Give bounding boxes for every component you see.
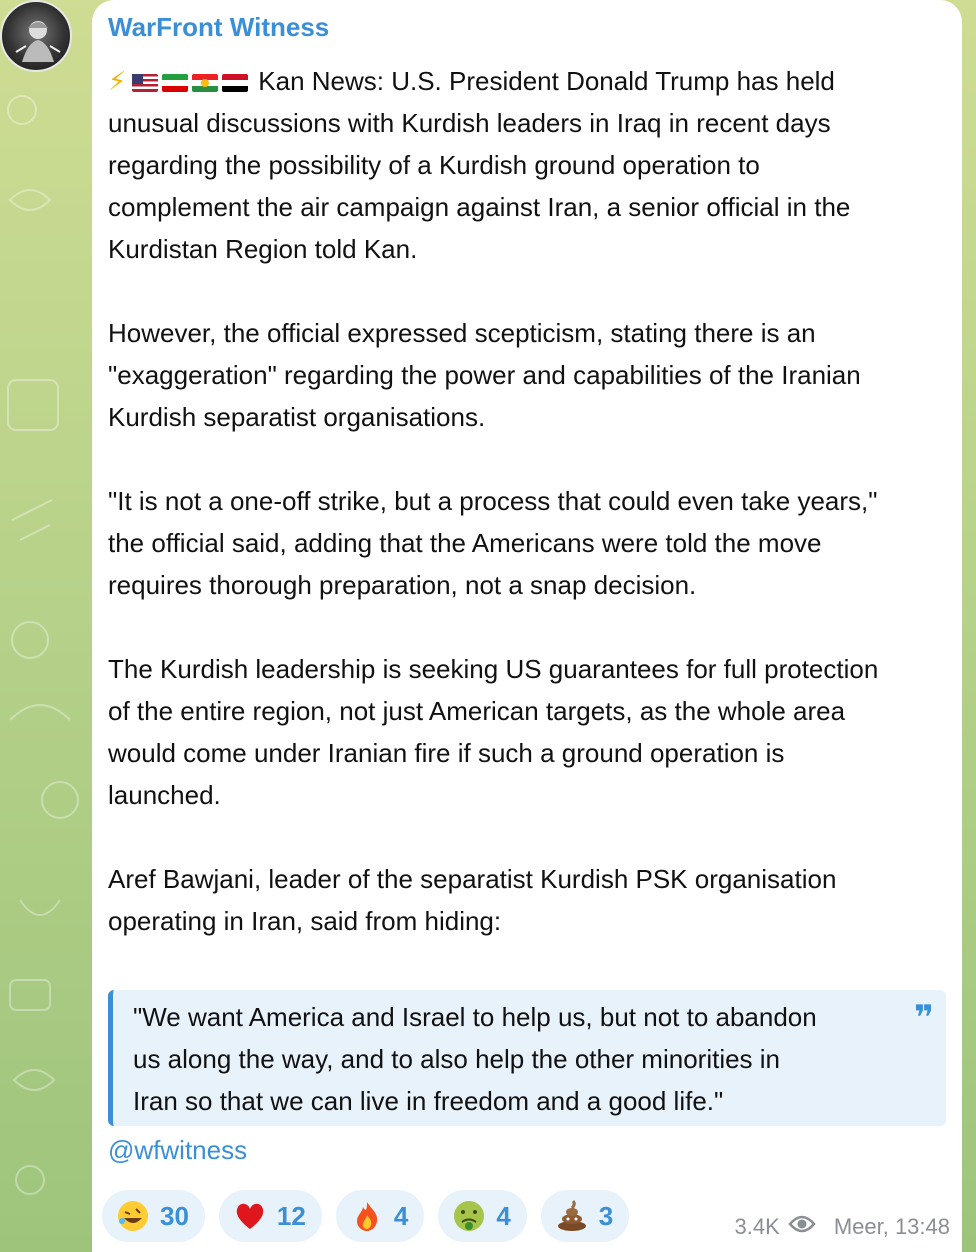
red-heart-emoji-icon [233,1199,267,1233]
quote-text: "We want America and Israel to help us, but not to abandon us along the way, and to also help the other minorities in Iran so that we can live in freedom and a good life." [133,1002,817,1116]
eye-icon [788,1214,816,1240]
reactions-bar [102,1190,629,1242]
reaction-nauseated[interactable] [438,1190,526,1242]
flag-iraq-icon [222,74,248,92]
views-count: 3.4K [734,1214,780,1239]
reaction-count: 4 [496,1200,511,1231]
channel-handle-link[interactable]: @wfwitness [108,1135,248,1165]
lightning-icon: ⚡ [108,66,127,96]
closing-quote-icon: ❞ [914,999,934,1037]
blockquote [108,990,946,1126]
paragraph-3: "It is not a one-off strike, but a process that could even take years," the official said, adding that the Americans were told the move requires thorough preparation, not a snap decision. [108,486,878,600]
message-meta [735,1214,950,1240]
rofl-emoji-icon [116,1199,150,1233]
reaction-heart[interactable] [219,1190,322,1242]
reaction-fire[interactable] [336,1190,424,1242]
reaction-count: 12 [276,1200,306,1231]
channel-avatar[interactable] [0,0,72,72]
channel-name[interactable]: WarFront Witness [108,12,330,42]
nauseated-face-emoji-icon [452,1199,486,1233]
message-bubble [92,0,962,1252]
flag-iran-icon [162,74,188,92]
paragraph-1: ⚡ Kan News: U.S. President Donald Trump has held unusual discussions with Kurdish leaders in Iraq in recent days regarding the possibility of a Kurdish ground operation to complement the air campaign against Iran, a senior official in the Kurdistan Region told Kan. [108,66,851,264]
reaction-count: 4 [393,1200,409,1231]
fire-emoji-icon [350,1199,384,1233]
reaction-poo[interactable] [541,1190,629,1242]
message-body [108,60,948,942]
flag-kurdistan-icon [192,74,218,92]
paragraph-5: Aref Bawjani, leader of the separatist Kurdish PSK organisation operating in Iran, said from hiding: [108,864,837,936]
paragraph-2: However, the official expressed scepticism, stating there is an "exaggeration" regarding the power and capabilities of the Iranian Kurdish separatist organisations. [108,318,861,432]
flag-us-icon [132,74,158,92]
pile-of-poo-emoji-icon [555,1199,589,1233]
paragraph-4: The Kurdish leadership is seeking US guarantees for full protection of the entire region, not just American targets, as the whole area would come under Iranian fire if such a ground operation is launched. [108,654,879,810]
message-time: Meer, 13:48 [833,1214,950,1239]
wallpaper-doodles [0,0,100,1252]
reaction-count: 30 [160,1200,189,1231]
reaction-count: 3 [598,1200,614,1231]
reaction-rofl[interactable] [102,1190,205,1242]
